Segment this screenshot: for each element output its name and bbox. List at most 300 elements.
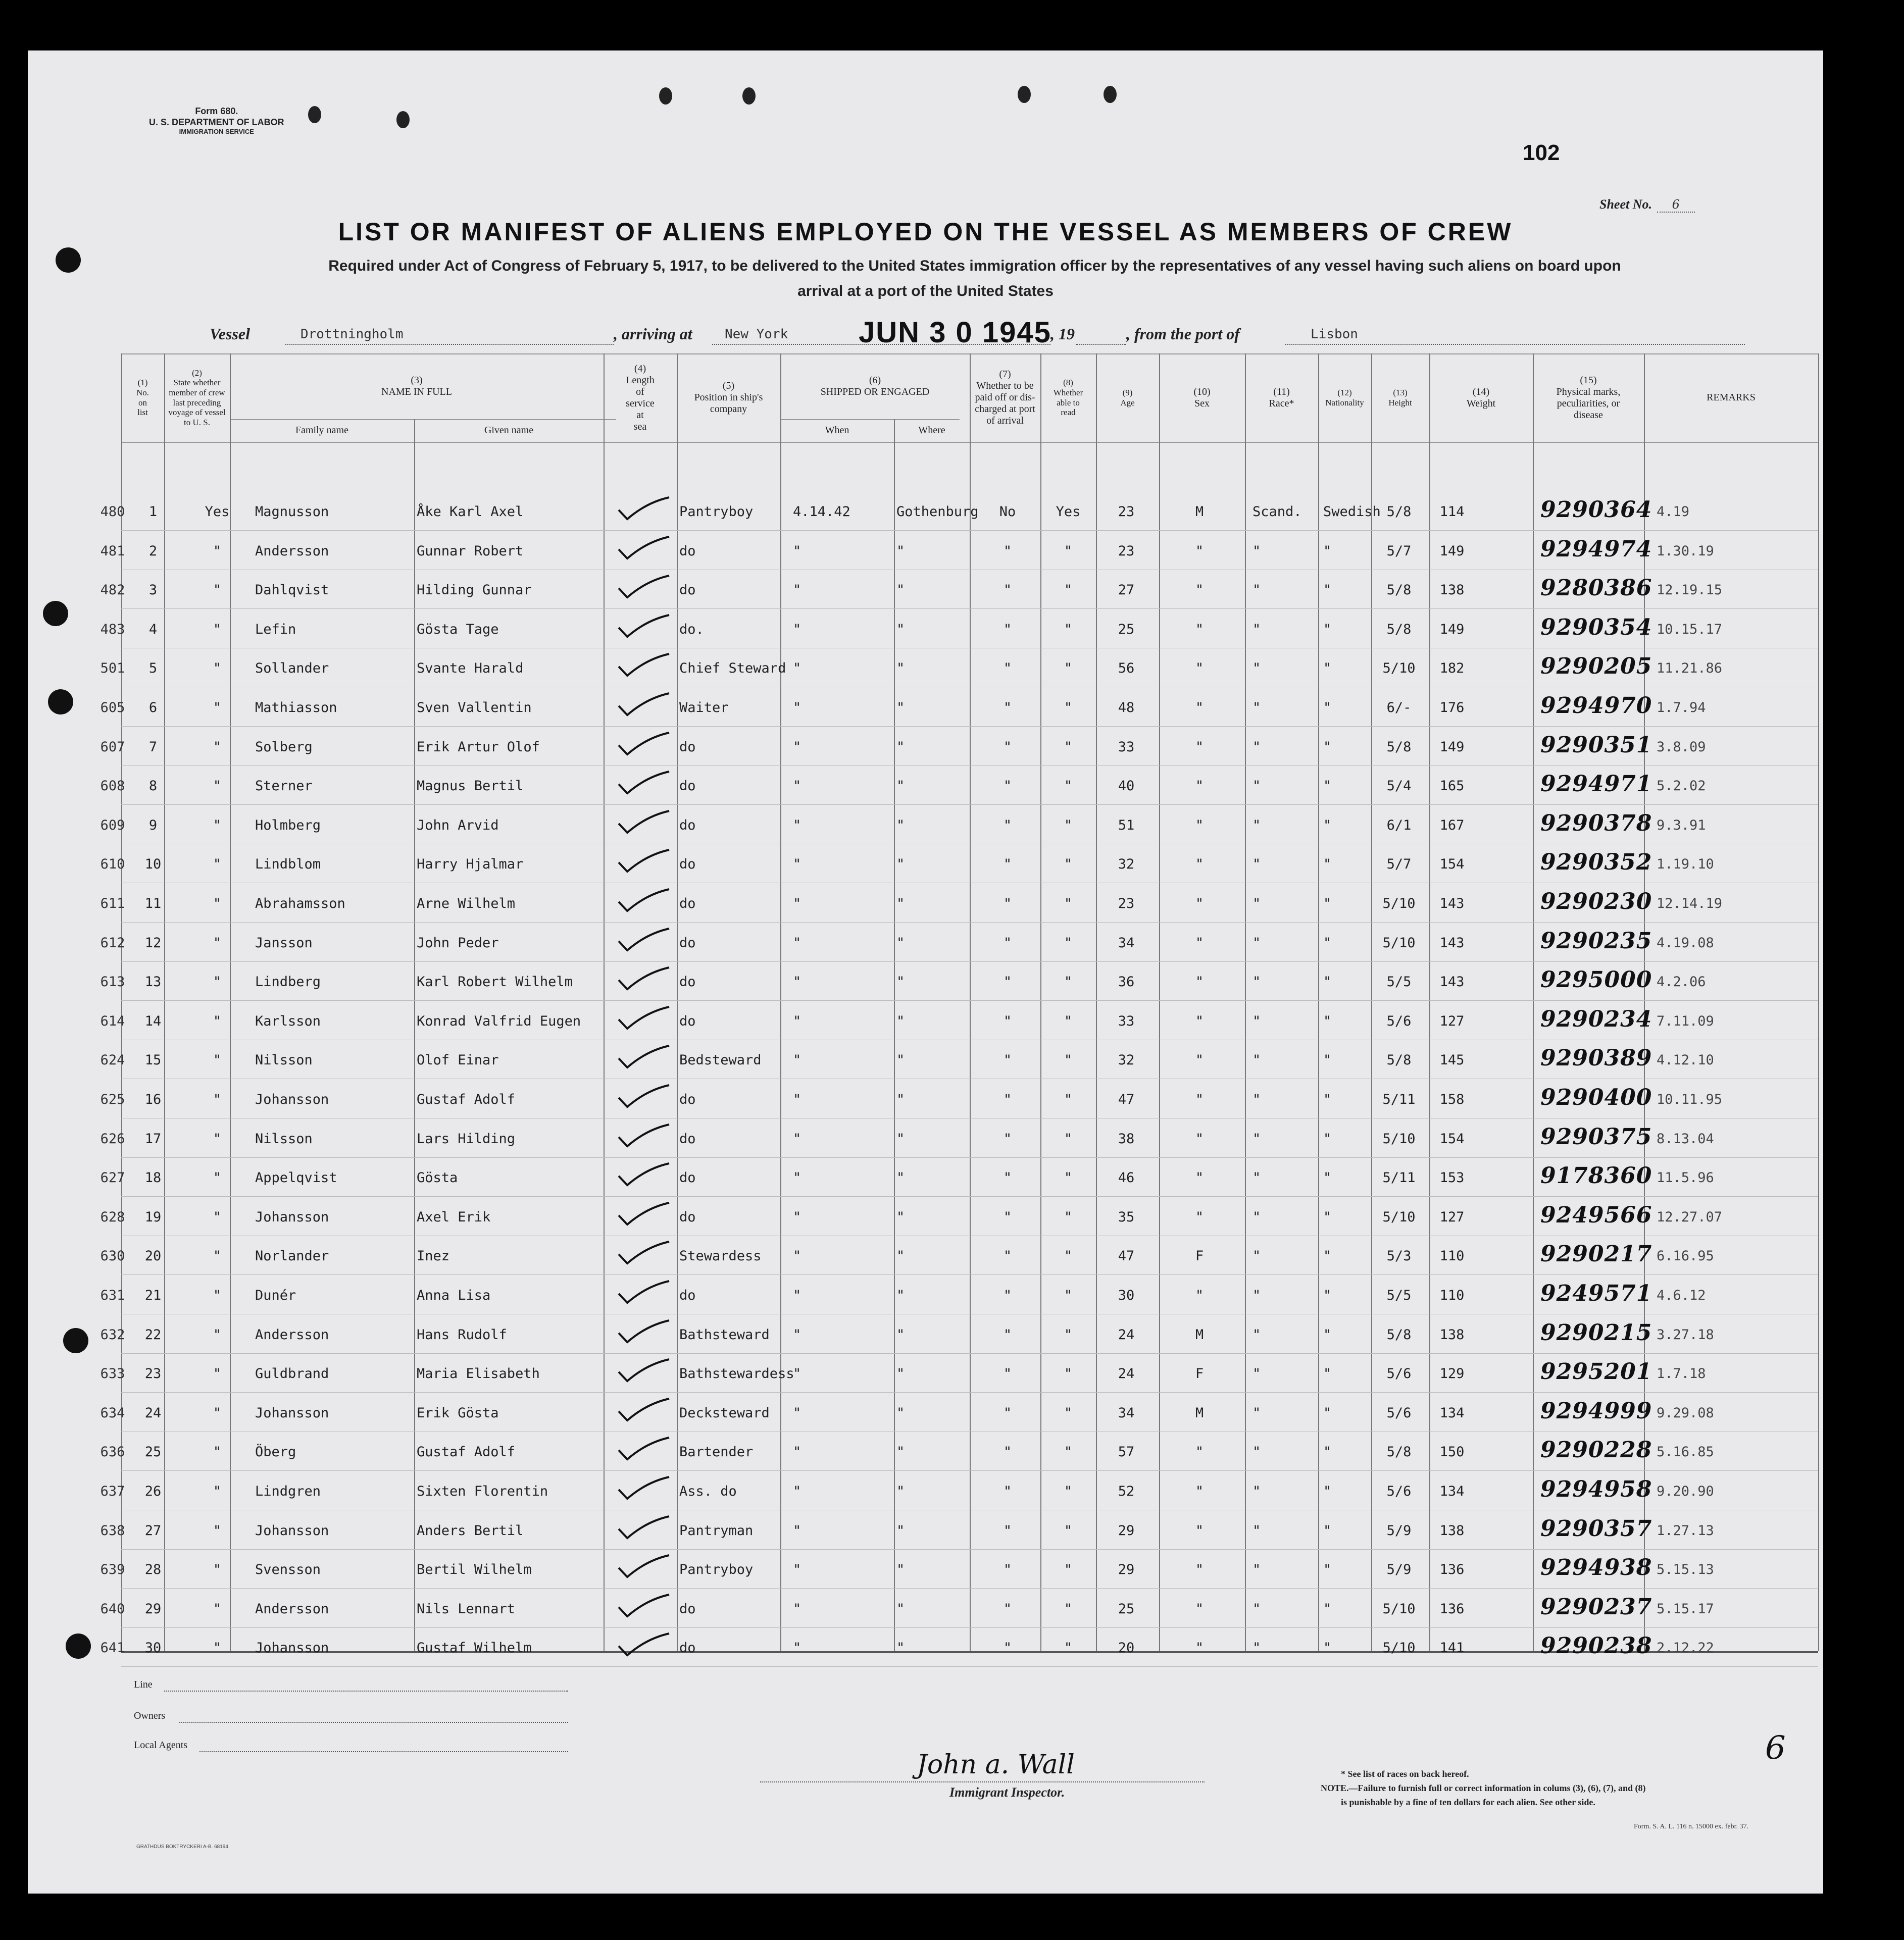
row-list-number: 16 — [144, 1092, 162, 1107]
department: U. S. DEPARTMENT OF LABOR — [149, 117, 284, 127]
row-rule — [121, 726, 1818, 727]
able-to-read: " — [1064, 1288, 1073, 1303]
row-ref-number: 633 — [100, 1366, 125, 1382]
row-list-number: 28 — [144, 1562, 162, 1578]
service-check-mark — [616, 847, 672, 880]
row-list-number: 8 — [148, 778, 158, 794]
nationality: " — [1323, 974, 1332, 990]
vessel-label: Vessel — [210, 325, 250, 343]
row-list-number: 12 — [144, 935, 162, 951]
position: Chief Steward — [679, 660, 786, 677]
sex: " — [1195, 1013, 1204, 1029]
sex: " — [1195, 1092, 1204, 1107]
family-name: Mathiasson — [255, 700, 337, 716]
physical-marks: 9290205 — [1540, 653, 1652, 680]
family-name: Magnusson — [255, 504, 329, 520]
service-check-mark — [616, 730, 672, 762]
paid-off: " — [1003, 1288, 1012, 1303]
physical-marks: 9280386 — [1540, 575, 1652, 601]
inspector-signature: John a. Wall — [917, 1750, 1075, 1780]
service-check-mark — [616, 769, 672, 801]
row-list-number: 6 — [148, 700, 158, 716]
row-list-number: 3 — [148, 582, 158, 598]
weight: 153 — [1439, 1170, 1465, 1186]
remarks: 1.27.13 — [1657, 1522, 1714, 1539]
penalty-note-1: NOTE.—Failure to furnish full or correct information in colums (3), (6), (7), and (8) — [1321, 1782, 1646, 1793]
family-name: Norlander — [255, 1248, 329, 1264]
position: do. — [679, 621, 704, 637]
height: 5/3 — [1386, 1248, 1412, 1264]
service-check-mark — [616, 1161, 672, 1193]
race: " — [1252, 700, 1261, 716]
given-name: Olof Einar — [417, 1052, 499, 1068]
physical-marks: 9178360 — [1540, 1163, 1652, 1189]
physical-marks: 9290230 — [1540, 889, 1652, 914]
paid-off: " — [1003, 974, 1012, 990]
remarks: 7.11.09 — [1657, 1013, 1714, 1029]
physical-marks: 9294958 — [1540, 1476, 1652, 1502]
prior-voyage: " — [213, 1248, 222, 1264]
service-check-mark — [616, 1239, 672, 1271]
service-check-mark — [616, 1435, 672, 1467]
weight: 154 — [1439, 856, 1465, 873]
height: 5/11 — [1382, 1092, 1416, 1107]
shipped-where: " — [896, 974, 905, 990]
row-ref-number: 624 — [100, 1052, 125, 1068]
age: 33 — [1118, 1013, 1135, 1029]
able-to-read: " — [1064, 1092, 1073, 1107]
shipped-when: " — [793, 739, 801, 755]
shipped-when: " — [793, 621, 801, 637]
remarks: 1.30.19 — [1657, 543, 1714, 559]
shipped-when: " — [793, 582, 801, 598]
shipped-where: " — [896, 1640, 905, 1656]
nationality: " — [1323, 1013, 1332, 1029]
column-header-c7: (7) Whether to be paid off or dis- charged at port of arrival — [975, 369, 1035, 426]
sex: " — [1195, 1562, 1204, 1578]
subtitle-1: Required under Act of Congress of February 5, 1917, to be delivered to the United States immigration officer by the representatives of any vessel having such aliens on board upon — [328, 258, 1621, 274]
position: do — [679, 1131, 696, 1147]
given-name: Gustaf Wilhelm — [417, 1640, 532, 1656]
height: 5/8 — [1386, 739, 1412, 755]
row-ref-number: 613 — [100, 974, 125, 990]
physical-marks: 9290238 — [1540, 1633, 1652, 1659]
prior-voyage: " — [213, 1013, 222, 1029]
age: 23 — [1118, 504, 1135, 520]
physical-marks: 9290389 — [1540, 1045, 1652, 1071]
race: Scand. — [1252, 504, 1302, 520]
row-rule — [121, 961, 1818, 962]
age: 38 — [1118, 1131, 1135, 1147]
nationality: " — [1323, 739, 1332, 755]
paid-off: " — [1003, 1209, 1012, 1225]
row-list-number: 2 — [148, 543, 158, 559]
family-name: Holmberg — [255, 817, 321, 833]
column-header-c6a: When — [825, 425, 849, 436]
able-to-read: " — [1064, 1131, 1073, 1147]
height: 5/9 — [1386, 1522, 1412, 1539]
family-name: Andersson — [255, 1601, 329, 1617]
height: 5/8 — [1386, 1444, 1412, 1460]
nationality: " — [1323, 1522, 1332, 1539]
shipped-where: " — [896, 1288, 905, 1303]
paid-off: " — [1003, 1366, 1012, 1382]
race: " — [1252, 621, 1261, 637]
age: 35 — [1118, 1209, 1135, 1225]
nationality: " — [1323, 935, 1332, 951]
column-header-c6b: Where — [918, 425, 945, 436]
position: Bartender — [679, 1444, 754, 1460]
family-name: Nilsson — [255, 1052, 313, 1068]
punch-hole — [742, 87, 756, 105]
prior-voyage: " — [213, 582, 222, 598]
punch-hole — [308, 106, 321, 123]
age: 52 — [1118, 1484, 1135, 1499]
paid-off: " — [1003, 1484, 1012, 1499]
given-name: Anders Bertil — [417, 1522, 524, 1539]
shipped-where: " — [896, 1326, 905, 1343]
age: 47 — [1118, 1092, 1135, 1107]
row-ref-number: 639 — [100, 1562, 125, 1578]
footnotes — [1321, 1767, 1645, 1810]
physical-marks: 9290357 — [1540, 1515, 1652, 1542]
age: 27 — [1118, 582, 1135, 598]
service-check-mark — [616, 1122, 672, 1154]
shipped-when: " — [793, 1131, 801, 1147]
row-ref-number: 481 — [100, 543, 125, 559]
remarks: 12.27.07 — [1657, 1209, 1723, 1225]
age: 48 — [1118, 700, 1135, 716]
able-to-read: " — [1064, 1170, 1073, 1186]
nationality: " — [1323, 896, 1332, 911]
age: 46 — [1118, 1170, 1135, 1186]
sheet-value: 6 — [1657, 197, 1695, 213]
paid-off: " — [1003, 739, 1012, 755]
weight: 149 — [1439, 543, 1465, 559]
height: 5/8 — [1386, 1326, 1412, 1343]
punch-hole — [659, 87, 672, 105]
position: Decksteward — [679, 1405, 770, 1421]
row-ref-number: 625 — [100, 1092, 125, 1107]
position: do — [679, 1092, 696, 1107]
row-ref-number: 607 — [100, 739, 125, 755]
prior-voyage: " — [213, 778, 222, 794]
able-to-read: " — [1064, 935, 1073, 951]
height: 5/8 — [1386, 621, 1412, 637]
inspector-label: Immigrant Inspector. — [949, 1785, 1065, 1800]
age: 32 — [1118, 856, 1135, 873]
prior-voyage: " — [213, 1170, 222, 1186]
row-ref-number: 640 — [100, 1601, 125, 1617]
column-header-c3a: Family name — [295, 425, 348, 436]
service-check-mark — [616, 1592, 672, 1624]
weight: 138 — [1439, 1522, 1465, 1539]
column-header-c10: (10) Sex — [1193, 386, 1211, 409]
race: " — [1252, 1248, 1261, 1264]
sex: " — [1195, 660, 1204, 677]
paid-off: " — [1003, 1170, 1012, 1186]
nationality: " — [1323, 817, 1332, 833]
race: " — [1252, 1640, 1261, 1656]
remarks: 5.16.85 — [1657, 1444, 1714, 1460]
shipped-when: " — [793, 974, 801, 990]
shipped-when: " — [793, 1484, 801, 1499]
paid-off: " — [1003, 1013, 1012, 1029]
service-check-mark — [616, 1357, 672, 1389]
race: " — [1252, 817, 1261, 833]
height: 5/10 — [1382, 660, 1416, 677]
row-rule — [121, 1666, 1818, 1667]
height: 5/11 — [1382, 1170, 1416, 1186]
shipped-when: 4.14.42 — [793, 504, 850, 520]
sex: " — [1195, 896, 1204, 911]
remarks: 1.7.18 — [1657, 1366, 1706, 1382]
paid-off: " — [1003, 660, 1012, 677]
shipped-where: " — [896, 543, 905, 559]
race: " — [1252, 1405, 1261, 1421]
row-ref-number: 634 — [100, 1405, 125, 1421]
row-ref-number: 630 — [100, 1248, 125, 1264]
row-ref-number: 614 — [100, 1013, 125, 1029]
family-name: Johansson — [255, 1522, 329, 1539]
physical-marks: 9249566 — [1540, 1202, 1652, 1228]
weight: 127 — [1439, 1013, 1465, 1029]
column-header-c16: REMARKS — [1707, 392, 1756, 403]
given-name: Nils Lennart — [417, 1601, 516, 1617]
prior-voyage: " — [213, 700, 222, 716]
height: 5/6 — [1386, 1366, 1412, 1382]
owners-label: Owners — [134, 1710, 166, 1721]
row-rule — [121, 530, 1818, 531]
remarks: 4.12.10 — [1657, 1052, 1714, 1068]
manifest-table — [28, 50, 1823, 1894]
prior-voyage: " — [213, 1209, 222, 1225]
row-list-number: 9 — [148, 817, 158, 833]
race: " — [1252, 856, 1261, 873]
given-name: Inez — [417, 1248, 450, 1264]
sex: M — [1195, 504, 1204, 520]
weight: 134 — [1439, 1405, 1465, 1421]
row-rule — [121, 1157, 1818, 1158]
row-list-number: 14 — [144, 1013, 162, 1029]
physical-marks: 9294999 — [1540, 1398, 1652, 1424]
arrival-date-stamp: JUN 3 0 1945 — [859, 316, 1051, 349]
column-header-c9: (9) Age — [1120, 387, 1135, 407]
race: " — [1252, 1326, 1261, 1343]
shipped-when: " — [793, 1248, 801, 1264]
row-list-number: 24 — [144, 1405, 162, 1421]
sex: " — [1195, 1170, 1204, 1186]
sex: F — [1195, 1366, 1204, 1382]
race: " — [1252, 660, 1261, 677]
physical-marks: 9290215 — [1540, 1319, 1652, 1346]
physical-marks: 9290375 — [1540, 1124, 1652, 1150]
row-list-number: 25 — [144, 1444, 162, 1460]
prior-voyage: " — [213, 739, 222, 755]
prior-voyage: " — [213, 856, 222, 873]
position: do — [679, 778, 696, 794]
shipped-where: " — [896, 778, 905, 794]
position: do — [679, 1601, 696, 1617]
weight: 182 — [1439, 660, 1465, 677]
given-name: Gustaf Adolf — [417, 1444, 516, 1460]
position: do — [679, 935, 696, 951]
given-name: Anna Lisa — [417, 1288, 491, 1303]
age: 34 — [1118, 1405, 1135, 1421]
weight: 114 — [1439, 504, 1465, 520]
family-name: Guldbrand — [255, 1366, 329, 1382]
position: do — [679, 739, 696, 755]
local-agents-label: Local Agents — [134, 1740, 188, 1751]
able-to-read: " — [1064, 856, 1073, 873]
race: " — [1252, 1170, 1261, 1186]
remarks: 9.3.91 — [1657, 817, 1706, 833]
physical-marks: 9294974 — [1540, 536, 1652, 562]
age: 47 — [1118, 1248, 1135, 1264]
shipped-where: " — [896, 896, 905, 911]
race: " — [1252, 1013, 1261, 1029]
sex: M — [1195, 1326, 1204, 1343]
row-list-number: 27 — [144, 1522, 162, 1539]
paid-off: " — [1003, 778, 1012, 794]
sex: " — [1195, 739, 1204, 755]
height: 5/7 — [1386, 856, 1412, 873]
shipped-when: " — [793, 700, 801, 716]
given-name: Åke Karl Axel — [417, 504, 524, 520]
age: 23 — [1118, 543, 1135, 559]
prior-voyage: " — [213, 896, 222, 911]
nationality: " — [1323, 1405, 1332, 1421]
position: do — [679, 1170, 696, 1186]
remarks: 5.15.13 — [1657, 1562, 1714, 1578]
remarks: 1.19.10 — [1657, 856, 1714, 873]
race: " — [1252, 1522, 1261, 1539]
shipped-where: " — [896, 660, 905, 677]
shipped-where: " — [896, 817, 905, 833]
position: Waiter — [679, 700, 729, 716]
shipped-where: " — [896, 582, 905, 598]
prior-voyage: " — [213, 660, 222, 677]
age: 20 — [1118, 1640, 1135, 1656]
shipped-when: " — [793, 896, 801, 911]
paid-off: " — [1003, 1640, 1012, 1656]
race: " — [1252, 1601, 1261, 1617]
weight: 154 — [1439, 1131, 1465, 1147]
paid-off: " — [1003, 582, 1012, 598]
remarks: 9.20.90 — [1657, 1484, 1714, 1499]
position: Bedsteward — [679, 1052, 762, 1068]
row-ref-number: 608 — [100, 778, 125, 794]
given-name: Gustaf Adolf — [417, 1092, 516, 1107]
punch-hole — [66, 1633, 91, 1659]
row-ref-number: 482 — [100, 582, 125, 598]
sex: " — [1195, 1601, 1204, 1617]
family-name: Solberg — [255, 739, 313, 755]
given-name: Svante Harald — [417, 660, 524, 677]
shipped-when: " — [793, 1170, 801, 1186]
sex: " — [1195, 778, 1204, 794]
prior-voyage: " — [213, 1052, 222, 1068]
row-list-number: 4 — [148, 621, 158, 637]
family-name: Lindgren — [255, 1484, 321, 1499]
nationality: " — [1323, 1640, 1332, 1656]
sex: " — [1195, 1640, 1204, 1656]
age: 24 — [1118, 1366, 1135, 1382]
subtitle-2: arrival at a port of the United States — [797, 283, 1054, 299]
nationality: " — [1323, 1092, 1332, 1107]
family-name: Johansson — [255, 1209, 329, 1225]
paid-off: " — [1003, 817, 1012, 833]
sex: " — [1195, 1209, 1204, 1225]
height: 5/10 — [1382, 935, 1416, 951]
age: 29 — [1118, 1562, 1135, 1578]
weight: 149 — [1439, 621, 1465, 637]
sex: " — [1195, 543, 1204, 559]
remarks: 3.8.09 — [1657, 739, 1706, 755]
given-name: Sven Vallentin — [417, 700, 532, 716]
sex: " — [1195, 582, 1204, 598]
physical-marks: 9290354 — [1540, 614, 1652, 640]
paid-off: " — [1003, 1092, 1012, 1107]
height: 5/10 — [1382, 1640, 1416, 1656]
service-check-mark — [616, 651, 672, 684]
physical-marks: 9290352 — [1540, 849, 1652, 876]
row-list-number: 15 — [144, 1052, 162, 1068]
physical-marks: 9290217 — [1540, 1241, 1652, 1267]
year-label: , 19 — [1050, 325, 1075, 343]
document-title: LIST OR MANIFEST OF ALIENS EMPLOYED ON THE VESSEL AS MEMBERS OF CREW — [338, 218, 1513, 246]
weight: 134 — [1439, 1484, 1465, 1499]
row-list-number: 20 — [144, 1248, 162, 1264]
able-to-read: " — [1064, 778, 1073, 794]
age: 40 — [1118, 778, 1135, 794]
nationality: " — [1323, 1444, 1332, 1460]
shipped-where: " — [896, 1248, 905, 1264]
nationality: " — [1323, 700, 1332, 716]
given-name: Lars Hilding — [417, 1131, 516, 1147]
service-check-mark — [616, 1474, 672, 1507]
height: 5/6 — [1386, 1405, 1412, 1421]
column-header-c1: (1) No. on list — [136, 378, 149, 418]
service-check-mark — [616, 534, 672, 567]
able-to-read: " — [1064, 1562, 1073, 1578]
remarks: 1.7.94 — [1657, 700, 1706, 716]
line-label: Line — [134, 1679, 153, 1690]
weight: 110 — [1439, 1288, 1465, 1303]
sheet-label: Sheet No. — [1599, 197, 1652, 212]
remarks: 4.19 — [1657, 504, 1690, 520]
height: 5/10 — [1382, 1209, 1416, 1225]
row-ref-number: 609 — [100, 817, 125, 833]
physical-marks: 9295201 — [1540, 1359, 1652, 1385]
row-rule — [121, 1588, 1818, 1589]
age: 32 — [1118, 1052, 1135, 1068]
remarks: 11.5.96 — [1657, 1170, 1714, 1186]
prior-voyage: " — [213, 1484, 222, 1499]
able-to-read: " — [1064, 1484, 1073, 1499]
paid-off: No — [999, 504, 1016, 520]
race: " — [1252, 1052, 1261, 1068]
row-list-number: 7 — [148, 739, 158, 755]
weight: 149 — [1439, 739, 1465, 755]
given-name: Erik Artur Olof — [417, 739, 540, 755]
row-rule — [121, 1353, 1818, 1354]
weight: 145 — [1439, 1052, 1465, 1068]
prior-voyage: " — [213, 1601, 222, 1617]
able-to-read: " — [1064, 739, 1073, 755]
race: " — [1252, 543, 1261, 559]
shipped-where: " — [896, 935, 905, 951]
